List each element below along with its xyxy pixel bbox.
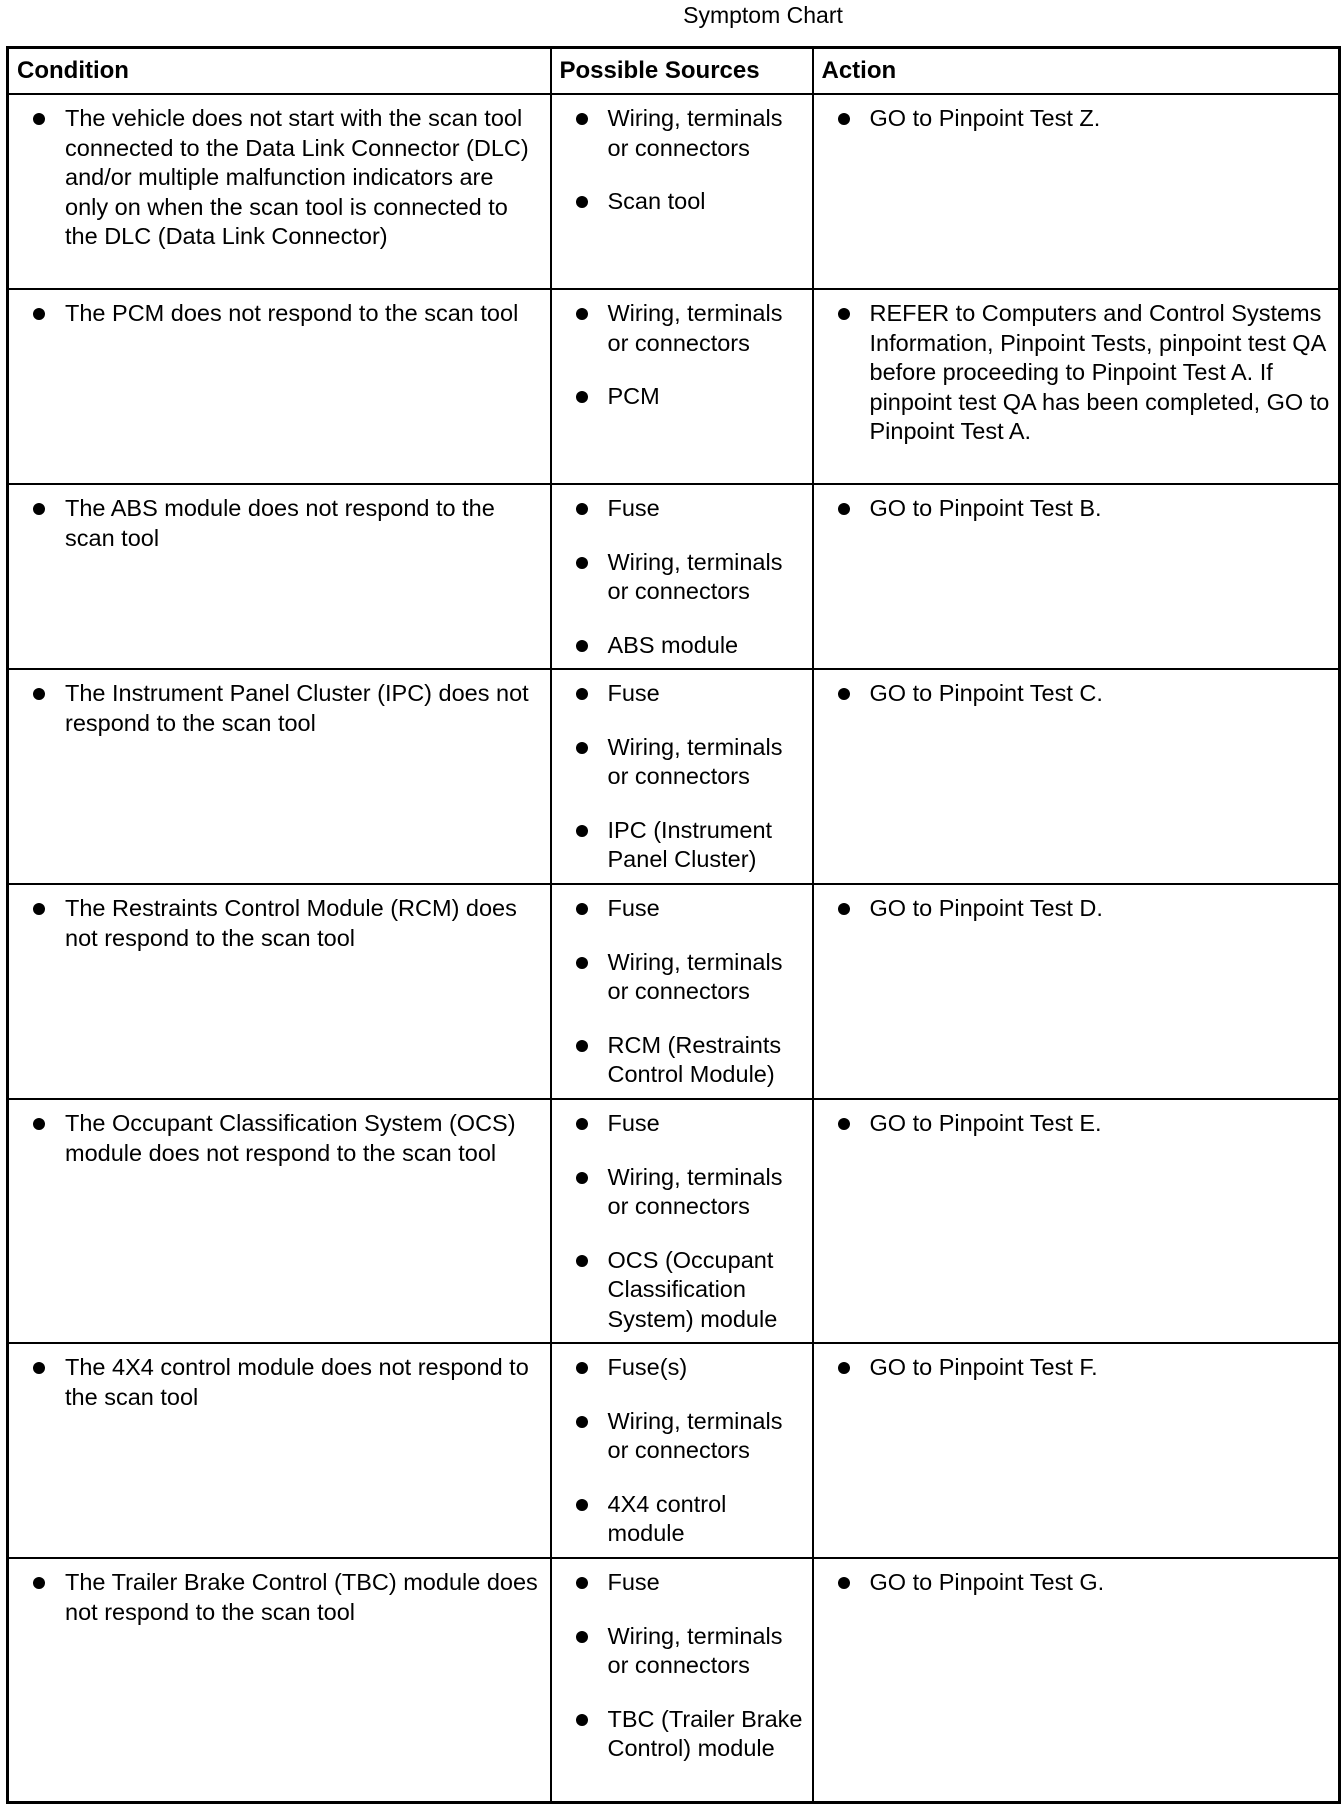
source-item: Wiring, terminals or connectors: [576, 948, 804, 1007]
condition-text: The vehicle does not start with the scan tool connected to the Data Link Connector (DLC) and/or multiple malfunction indicators are only on when the scan tool is connected to the DLC (Data Link Connector): [33, 104, 542, 252]
action-text: GO to Pinpoint Test B.: [838, 494, 1331, 524]
action-cell: [813, 94, 1340, 289]
condition-cell: [8, 1099, 551, 1343]
table-row: [8, 1558, 1340, 1802]
source-item: Fuse: [576, 894, 804, 924]
table-row: [8, 1343, 1340, 1558]
header-row: [8, 48, 1340, 95]
condition-text: The 4X4 control module does not respond to the scan tool: [33, 1353, 542, 1412]
table-row: [8, 1099, 1340, 1343]
action-cell: [813, 1558, 1340, 1802]
source-item: PCM: [576, 382, 804, 412]
header-condition: Condition: [8, 48, 551, 95]
source-item: RCM (Restraints Control Module): [576, 1031, 804, 1090]
source-item: Wiring, terminals or connectors: [576, 548, 804, 607]
condition-text: The Restraints Control Module (RCM) does not respond to the scan tool: [33, 894, 542, 953]
condition-text: The Instrument Panel Cluster (IPC) does not respond to the scan tool: [33, 679, 542, 738]
sources-cell: [551, 94, 813, 289]
action-cell: [813, 289, 1340, 484]
source-item: Fuse: [576, 494, 804, 524]
condition-text: The Occupant Classification System (OCS) module does not respond to the scan tool: [33, 1109, 542, 1168]
source-item: OCS (Occupant Classification System) module: [576, 1246, 804, 1335]
source-item: Fuse: [576, 1568, 804, 1598]
header-possible-sources: Possible Sources: [551, 48, 813, 95]
table-row: [8, 669, 1340, 884]
condition-cell: [8, 1558, 551, 1802]
sources-cell: [551, 289, 813, 484]
action-text: GO to Pinpoint Test Z.: [838, 104, 1331, 134]
source-item: TBC (Trailer Brake Control) module: [576, 1705, 804, 1764]
symptom-chart: [6, 46, 1338, 1804]
action-text: GO to Pinpoint Test G.: [838, 1568, 1331, 1598]
action-cell: [813, 1343, 1340, 1558]
page-title: Symptom Chart: [683, 2, 843, 28]
condition-cell: [8, 94, 551, 289]
action-text: GO to Pinpoint Test D.: [838, 894, 1331, 924]
source-item: Wiring, terminals or connectors: [576, 299, 804, 358]
table-row: [8, 884, 1340, 1099]
action-cell: [813, 484, 1340, 669]
condition-cell: [8, 884, 551, 1099]
source-item: IPC (Instrument Panel Cluster): [576, 816, 804, 875]
sources-cell: [551, 1099, 813, 1343]
action-text: GO to Pinpoint Test C.: [838, 679, 1331, 709]
symptom-table: [6, 46, 1341, 1804]
action-cell: [813, 669, 1340, 884]
action-text: GO to Pinpoint Test F.: [838, 1353, 1331, 1383]
source-item: Wiring, terminals or connectors: [576, 1622, 804, 1681]
action-text: GO to Pinpoint Test E.: [838, 1109, 1331, 1139]
table-row: [8, 289, 1340, 484]
table-row: [8, 484, 1340, 669]
source-item: 4X4 control module: [576, 1490, 804, 1549]
source-item: Fuse: [576, 1109, 804, 1139]
header-action: Action: [813, 48, 1340, 95]
source-item: ABS module: [576, 631, 804, 661]
source-item: Fuse(s): [576, 1353, 804, 1383]
source-item: Scan tool: [576, 187, 804, 217]
sources-cell: [551, 884, 813, 1099]
source-item: Wiring, terminals or connectors: [576, 1407, 804, 1466]
sources-cell: [551, 669, 813, 884]
source-item: Wiring, terminals or connectors: [576, 733, 804, 792]
source-item: Fuse: [576, 679, 804, 709]
sources-cell: [551, 1343, 813, 1558]
condition-cell: [8, 1343, 551, 1558]
condition-text: The ABS module does not respond to the scan tool: [33, 494, 542, 553]
condition-cell: [8, 669, 551, 884]
source-item: Wiring, terminals or connectors: [576, 104, 804, 163]
condition-cell: [8, 289, 551, 484]
condition-text: The Trailer Brake Control (TBC) module does not respond to the scan tool: [33, 1568, 542, 1627]
action-text: REFER to Computers and Control Systems Information, Pinpoint Tests, pinpoint test QA before proceeding to Pinpoint Test A. If pinpoint test QA has been completed, GO to Pinpoint Test A.: [838, 299, 1331, 447]
action-cell: [813, 1099, 1340, 1343]
sources-cell: [551, 1558, 813, 1802]
condition-cell: [8, 484, 551, 669]
action-cell: [813, 884, 1340, 1099]
source-item: Wiring, terminals or connectors: [576, 1163, 804, 1222]
table-row: [8, 94, 1340, 289]
condition-text: The PCM does not respond to the scan tool: [33, 299, 542, 329]
sources-cell: [551, 484, 813, 669]
